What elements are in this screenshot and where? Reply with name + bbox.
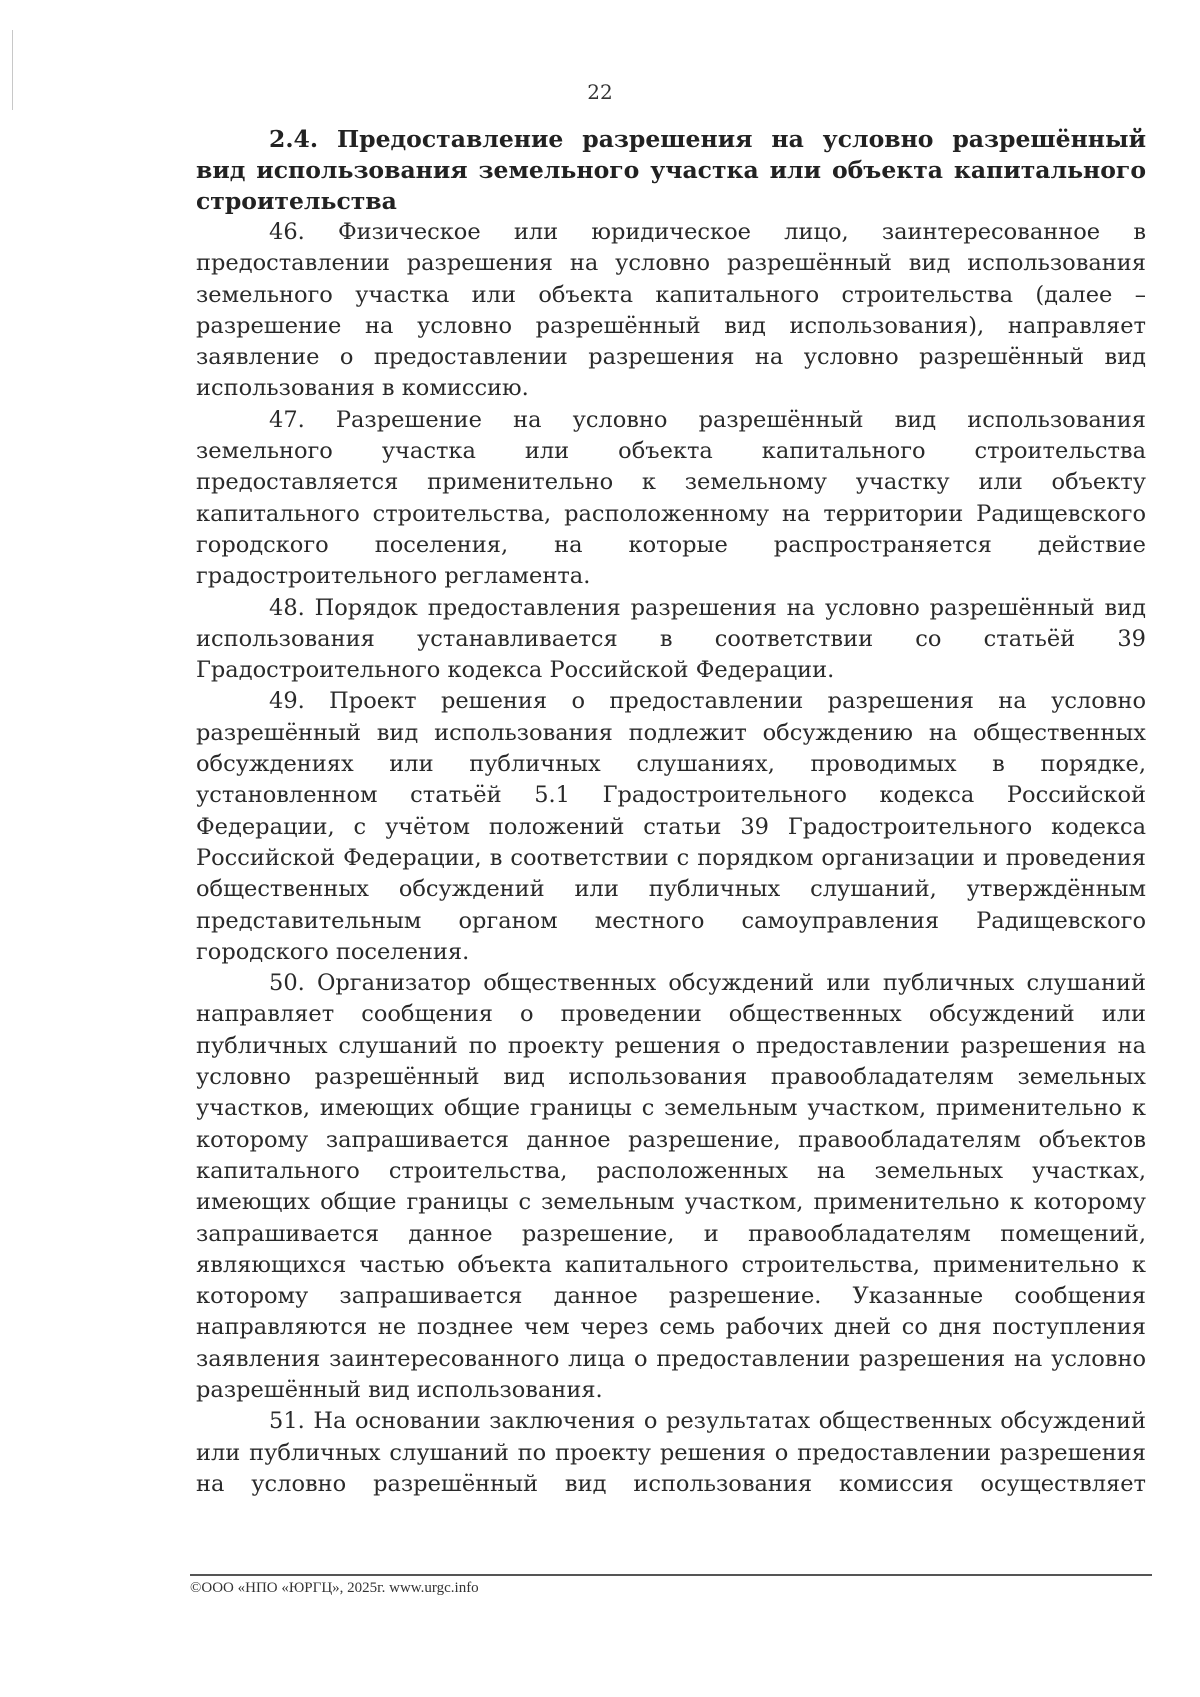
footer-divider — [190, 1574, 1152, 1576]
section-heading: 2.4. Предоставление разрешения на условно разрешённый вид использования земельного участка или объекта капитального строительства — [196, 125, 1146, 215]
section-content — [196, 124, 1146, 1500]
paragraph-51: 51. На основании заключения о результатах общественных обсуждений или публичных слушаний по проекту решения о предоставлении разрешения на условно разрешённый вид использования комиссия осуществляет — [196, 1408, 1146, 1497]
paragraph-46: 46. Физическое или юридическое лицо, заинтересованное в предоставлении разрешения на условно разрешённый вид использования земельного участка или объекта капитального строительства (далее – разрешение на условно разрешённый вид использования), направляет заявление о предоставлении разрешения на условно разрешённый вид использования в комиссию. — [196, 219, 1146, 402]
paragraph-47: 47. Разрешение на условно разрешённый вид использования земельного участка или объекта капитального строительства предоставляется применительно к земельному участку или объекту капитального строительства, расположенному на территории Радищевского городского поселения, на которые распространяется действие градостроительного регламента. — [196, 406, 1146, 590]
paragraph-49: 49. Проект решения о предоставлении разрешения на условно разрешённый вид использования подлежит обсуждению на общественных обсуждениях или публичных слушаниях, проводимых в порядке, установленном статьёй 5.1 Градостроительного кодекса Российской Федерации, с учётом положений статьи 39 Градостроительного кодекса Российской Федерации, в соответствии с порядком организации и проведения общественных обсуждений или публичных слушаний, утверждённым представительным органом местного самоуправления Радищевского городского поселения. — [196, 688, 1146, 965]
footer-copyright: ©ООО «НПО «ЮРГЦ», 2025г. www.urgc.info — [190, 1580, 479, 1596]
paragraph-48: 48. Порядок предоставления разрешения на условно разрешённый вид использования устанавливается в соответствии со статьёй 39 Градостроительного кодекса Российской Федерации. — [196, 594, 1146, 684]
page-number: 22 — [587, 80, 613, 104]
paragraph-50: 50. Организатор общественных обсуждений или публичных слушаний направляет сообщения о проведении общественных обсуждений или публичных слушаний по проекту решения о предоставлении разрешения на условно разрешённый вид использования правообладателям земельных участков, имеющих общие границы с земельным участком, применительно к которому запрашивается данное разрешение, правообладателям объектов капитального строительства, расположенных на земельных участках, имеющих общие границы с земельным участком, применительно к которому запрашивается данное разрешение, и правообладателям помещений, являющихся частью объекта капитального строительства, применительно к которому запрашивается данное разрешение. Указанные сообщения направляются не позднее чем через семь рабочих дней со дня поступления заявления заинтересованного лица о предоставлении разрешения на условно разрешённый вид использования. — [196, 970, 1146, 1403]
